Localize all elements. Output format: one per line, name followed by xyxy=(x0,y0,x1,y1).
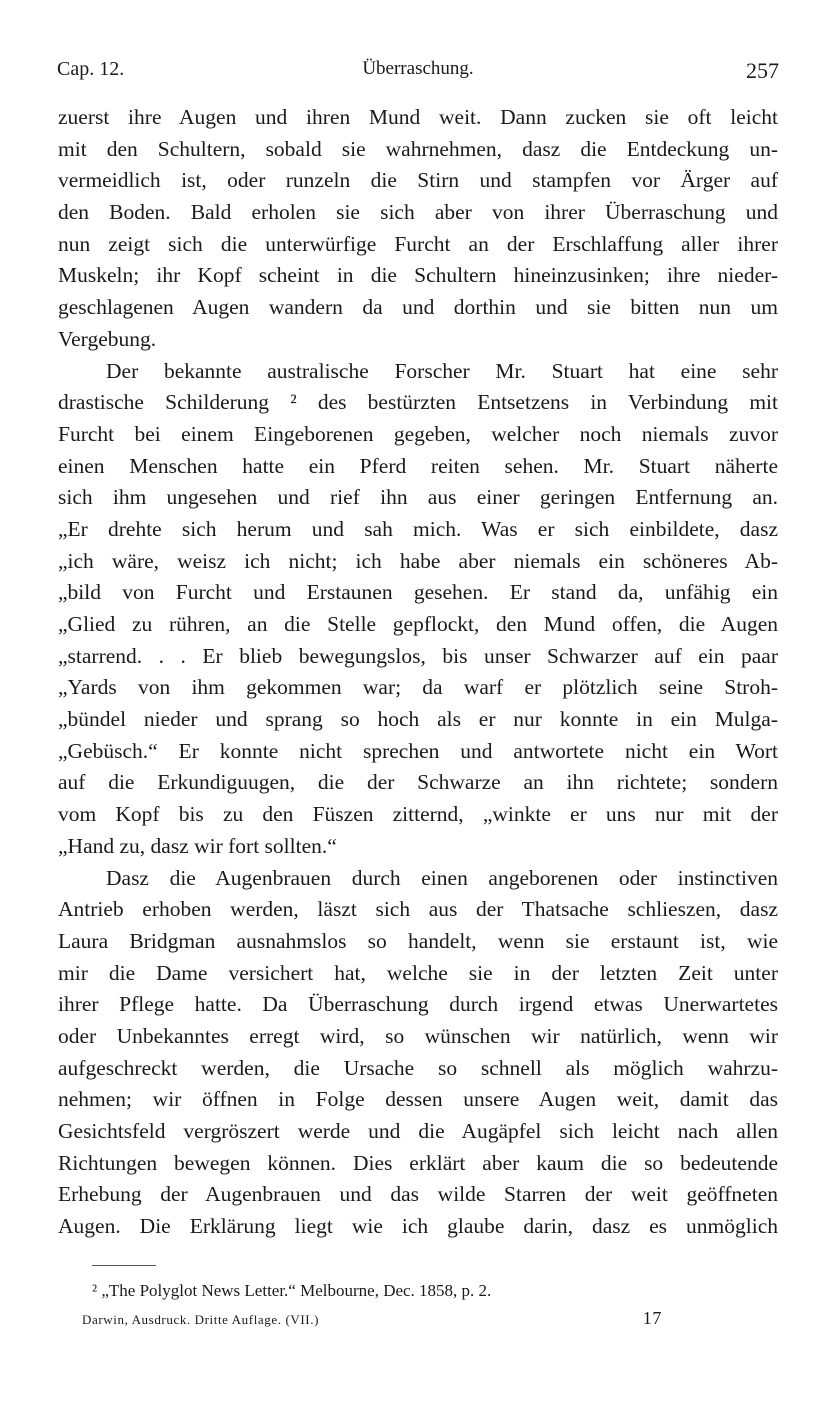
chapter-label: Cap. 12. xyxy=(57,58,125,80)
text-line: Furcht bei einem Eingeborenen gegeben, welcher noch niemals zuvor xyxy=(58,421,778,446)
text-line: Der bekannte australische Forscher Mr. Stuart hat eine sehr xyxy=(106,358,778,383)
text-line: Erhebung der Augenbrauen und das wilde Starren der weit geöffneten xyxy=(58,1182,778,1207)
text-line: sich ihm ungesehen und rief ihn aus einer geringen Entfernung an. xyxy=(58,485,778,510)
text-line: ihrer Pflege hatte. Da Überraschung durch irgend etwas Unerwartetes xyxy=(58,992,778,1017)
text-line: geschlagenen Augen wandern da und dorthin und sie bitten nun um xyxy=(58,295,778,320)
running-head xyxy=(57,58,779,84)
text-line: „Hand zu, dasz wir fort sollten.“ xyxy=(58,833,337,858)
text-line: zuerst ihre Augen und ihren Mund weit. Dann zucken sie oft leicht xyxy=(58,105,778,129)
text-line: „bild von Furcht und Erstaunen gesehen. Er stand da, unfähig ein xyxy=(58,580,778,605)
text-line: aufgeschreckt werden, die Ursache so schnell als möglich wahrzu- xyxy=(58,1055,778,1080)
footnote-divider xyxy=(92,1265,156,1266)
text-line: „bündel nieder und sprang so hoch als er nur konnte in ein Mulga- xyxy=(58,707,778,732)
text-line: Antrieb erhoben werden, läszt sich aus der Thatsache schlieszen, dasz xyxy=(58,897,778,922)
text-line: „Er drehte sich herum und sah mich. Was er sich einbildete, dasz xyxy=(58,516,778,541)
text-line: „starrend. . . Er blieb bewegungslos, bis unser Schwarzer auf ein paar xyxy=(58,643,778,668)
text-line: oder Unbekanntes erregt wird, so wünschen wir natürlich, wenn wir xyxy=(58,1023,778,1048)
text-line: „Yards von ihm gekommen war; da warf er plötzlich seine Stroh- xyxy=(58,675,778,700)
text-line: nehmen; wir öffnen in Folge dessen unsere Augen weit, damit das xyxy=(58,1087,778,1112)
text-line: auf die Erkundiguugen, die der Schwarze an ihn richtete; sondern xyxy=(58,770,778,795)
text-line: Augen. Die Erklärung liegt wie ich glaube darin, dasz es unmöglich xyxy=(58,1214,778,1239)
text-line: Dasz die Augenbrauen durch einen angeborenen oder instinctiven xyxy=(106,865,778,890)
text-line: Vergebung. xyxy=(58,326,157,351)
text-line: nun zeigt sich die unterwürfige Furcht an der Erschlaffung aller ihrer xyxy=(58,231,778,256)
text-line: mit den Schultern, sobald sie wahrnehmen, dasz die Entdeckung un- xyxy=(58,136,778,161)
text-line: Gesichtsfeld vergröszert werde und die Augäpfel sich leicht nach allen xyxy=(58,1119,778,1143)
text-line: mir die Dame versichert hat, welche sie in der letzten Zeit unter xyxy=(58,960,778,985)
text-line: Richtungen bewegen können. Dies erklärt aber kaum die so bedeutende xyxy=(58,1150,778,1175)
text-line: drastische Schilderung ² des bestürzten Entsetzens in Verbindung mit xyxy=(58,390,778,415)
text-line: „ich wäre, weisz ich nicht; ich habe aber niemals ein schöneres Ab- xyxy=(58,548,778,573)
signature-text: Darwin, Ausdruck. Dritte Auflage. (VII.) xyxy=(82,1312,319,1327)
text-line: vermeidlich ist, oder runzeln die Stirn und stampfen vor Ärger auf xyxy=(58,168,778,193)
signature-number: 17 xyxy=(642,1308,662,1328)
text-line: vom Kopf bis zu den Füszen zitternd, „winkte er uns nur mit der xyxy=(58,802,778,827)
footnote: ² „The Polyglot News Letter.“ Melbourne, Dec. 1858, p. 2. xyxy=(92,1281,492,1300)
text-line: einen Menschen hatte ein Pferd reiten sehen. Mr. Stuart näherte xyxy=(58,453,778,478)
body-text xyxy=(58,102,778,1243)
text-line: den Boden. Bald erholen sie sich aber von ihrer Überraschung und xyxy=(58,200,778,225)
running-title: Überraschung. xyxy=(362,58,474,79)
text-line: „Gebüsch.“ Er konnte nicht sprechen und antwortete nicht ein Wort xyxy=(58,738,778,763)
printer-signature xyxy=(82,1308,662,1332)
text-line: Muskeln; ihr Kopf scheint in die Schultern hineinzusinken; ihre nieder- xyxy=(58,263,778,288)
page-number: 257 xyxy=(746,58,779,83)
text-line: Laura Bridgman ausnahmslos so handelt, wenn sie erstaunt ist, wie xyxy=(58,928,778,953)
text-line: „Glied zu rühren, an die Stelle gepflockt, den Mund offen, die Augen xyxy=(58,612,778,636)
